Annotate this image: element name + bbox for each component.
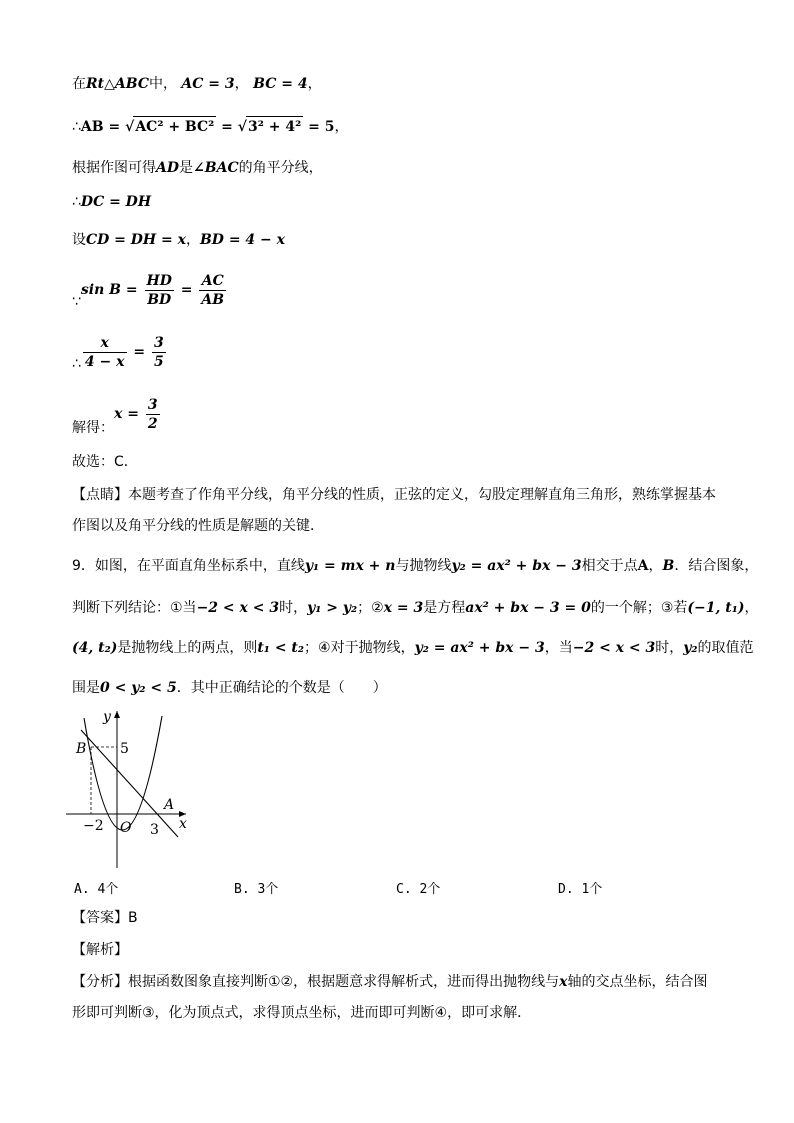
numerator: 3 [153, 334, 164, 351]
y-label: y [103, 709, 111, 725]
solution-line-6 [72, 270, 228, 322]
math-result: = 5 [303, 119, 335, 135]
math-y2: y₂ [683, 640, 698, 656]
math-eq: = [216, 119, 238, 135]
math-x3: x = 3 [383, 600, 424, 616]
math-radicand: 3² + 4² [246, 116, 303, 137]
question-9-line-2 [72, 598, 759, 618]
text: 的角平分线， [238, 160, 323, 176]
math-eq: = [175, 282, 198, 298]
analysis-heading: 【解析】 [72, 942, 128, 958]
math-eq: = [128, 344, 150, 360]
denominator: 5 [153, 353, 164, 370]
question-9-line-3 [72, 638, 754, 658]
tick-3: 3 [150, 822, 159, 838]
text: 轴的交点坐标，结合图 [567, 974, 708, 990]
math-x: x = [114, 406, 144, 422]
y-axis-arrow-icon [114, 711, 120, 718]
math-y2: y₂ = ax² + bx − 3 [414, 640, 545, 656]
text: 时， [655, 640, 684, 656]
point-b-label: B [76, 741, 87, 757]
option-b[interactable]: B. 3个 [234, 882, 279, 897]
x-label: x [179, 816, 187, 832]
text: 中， [148, 76, 177, 92]
option-c[interactable]: C. 2个 [396, 882, 441, 897]
numerator: AC [199, 272, 226, 291]
point-b: B [662, 558, 675, 574]
math-point: (4, t₂) [72, 640, 118, 656]
text: 时， [279, 600, 308, 616]
point-a: A [637, 558, 649, 574]
numerator: HD [146, 272, 172, 289]
text: 相交于点 [581, 558, 638, 574]
text: ， [307, 76, 322, 92]
math-x: x [559, 974, 568, 990]
solution-line-8 [72, 394, 162, 448]
text: 的取值范 [697, 640, 754, 656]
text: 设 [72, 232, 86, 248]
math-range: 0 < y₂ < 5 [100, 680, 177, 696]
fraction [152, 334, 166, 371]
text: 围是 [72, 680, 100, 696]
text: 在 [72, 76, 86, 92]
math-angle: ∠BAC [193, 160, 239, 176]
math-y1: y₁ = mx + n [304, 558, 396, 574]
fraction [145, 272, 174, 309]
denominator: 2 [147, 415, 158, 432]
text: ， [185, 232, 200, 248]
text: 是抛物线上的两点，则 [117, 640, 258, 656]
solution-line-7 [72, 332, 168, 384]
math-compare: t₁ < t₂ [257, 640, 305, 656]
math-ac: AC = 3 [181, 76, 235, 92]
question-9-line-4 [72, 678, 387, 698]
numerator: 3 [147, 396, 158, 413]
origin-label: O [120, 820, 132, 836]
choose-answer: 故选：C． [72, 454, 138, 470]
math-y2: y₂ = ax² + bx − 3 [451, 558, 582, 574]
math-triangle: Rt△ABC [86, 76, 149, 92]
analysis-line-2: 形即可判断③，化为顶点式，求得顶点坐标，进而即可判断④，即可求解． [72, 1005, 532, 1021]
tick-5: 5 [120, 741, 129, 757]
solution-line-1 [72, 74, 322, 94]
solution-line-5 [72, 230, 285, 250]
fraction [146, 396, 160, 433]
option-a[interactable]: A. 4个 [74, 882, 119, 897]
math-radicand: AC² + BC² [133, 116, 216, 137]
solution-line-3 [72, 158, 323, 178]
math-ab: AB = [80, 119, 126, 135]
math-bc: BC = 4 [253, 76, 308, 92]
insight-line-2: 作图以及角平分线的性质是解题的关键． [72, 518, 324, 534]
text: ， [234, 76, 249, 92]
solution-line-2 [72, 116, 348, 137]
question-9-line-1 [72, 556, 758, 576]
text: 的一个解；③若 [590, 600, 688, 616]
math-bd: BD = 4 − x [199, 232, 285, 248]
denominator: 4 − x [84, 353, 125, 370]
function-graph [66, 708, 190, 870]
math-point: (−1, t₁) [687, 600, 745, 616]
text: 9．如图，在平面直角坐标系中，直线 [72, 558, 305, 574]
insight-line-1: 【点睛】本题考查了作角平分线，角平分线的性质，正弦的定义，勾股定理解直角三角形，熟练掌握基本 [72, 487, 716, 503]
text: ， [334, 119, 349, 135]
math-equation: ax² + bx − 3 = 0 [465, 600, 591, 616]
text: ．其中正确结论的个数是（ ） [176, 680, 387, 696]
sqrt-radical-icon: √ [125, 119, 135, 135]
answer-line [72, 908, 138, 928]
denominator: AB [201, 291, 225, 308]
text: 解得： [72, 420, 114, 436]
text: ， [648, 558, 663, 574]
fraction [83, 334, 127, 371]
math-compare: y₁ > y₂ [307, 600, 358, 616]
math-sinb: sin B = [80, 282, 143, 298]
text: 是 [179, 160, 194, 176]
because-symbol: ∵ [72, 294, 81, 310]
denominator: BD [147, 291, 172, 308]
text: ．结合图象， [674, 558, 759, 574]
text: ，当 [544, 640, 573, 656]
therefore-symbol: ∴ [72, 194, 81, 210]
solution-line-4 [72, 192, 151, 212]
math-range: −2 < x < 3 [572, 640, 656, 656]
text: ， [744, 600, 759, 616]
text: 与抛物线 [395, 558, 452, 574]
analysis-line-1 [72, 972, 707, 992]
parabola-y2 [84, 716, 162, 830]
tick-neg2: −2 [83, 818, 104, 834]
answer-text: 【答案】B [72, 910, 138, 926]
therefore-symbol: ∴ [72, 119, 81, 135]
sqrt-radical-icon: √ [237, 119, 247, 135]
therefore-symbol: ∴ [72, 356, 81, 372]
math-range: −2 < x < 3 [196, 600, 280, 616]
text: ；④对于抛物线， [304, 640, 415, 656]
text: 根据作图可得 [72, 160, 156, 176]
fraction [199, 272, 226, 309]
text: 判断下列结论：①当 [72, 600, 197, 616]
text: ；② [357, 600, 384, 616]
math-dc-dh: DC = DH [80, 194, 152, 210]
point-a-label: A [164, 797, 175, 813]
math-cd: CD = DH = x [86, 232, 186, 248]
text: 是方程 [423, 600, 466, 616]
text: 【分析】根据函数图象直接判断①②，根据题意求得解析式，进而得出抛物线与 [72, 974, 560, 990]
option-d[interactable]: D. 1个 [558, 882, 603, 897]
numerator: x [83, 334, 127, 353]
math-ad: AD [156, 160, 180, 176]
